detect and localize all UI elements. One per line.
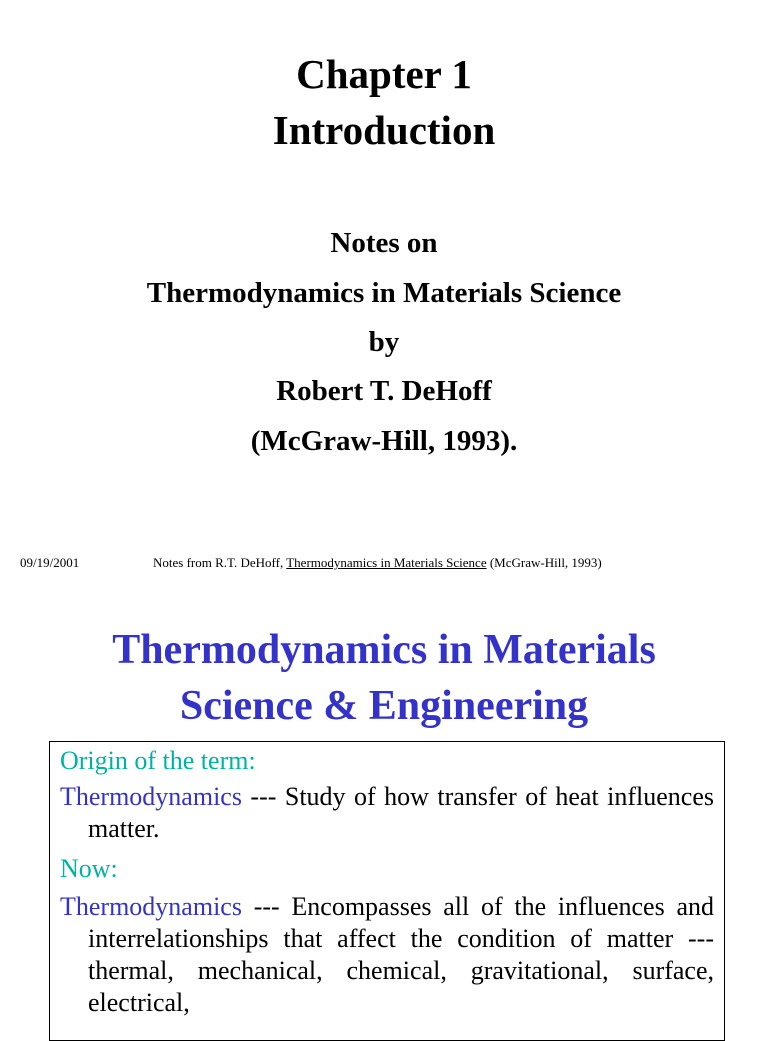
publisher-line: (McGraw-Hill, 1993).: [250, 425, 518, 457]
book-title-line: Thermodynamics in Materials Science: [146, 277, 622, 309]
footer-date: 09/19/2001: [20, 555, 80, 570]
now-term: Thermodynamics: [60, 892, 242, 921]
by-line: by: [368, 326, 400, 358]
now-text: --- Encompasses all of the influences and interrelationships that affect the condition of matter --- thermal, mechanical, chemical, gravitational, surface, electrical,: [88, 892, 714, 1017]
origin-heading: Origin of the term:: [60, 746, 256, 775]
footer-notes-prefix: Notes from R.T. DeHoff,: [153, 555, 287, 570]
slide2-title-line1: Thermodynamics in Materials: [112, 627, 656, 673]
origin-paragraph: [60, 781, 714, 845]
footer-citation: [153, 555, 602, 571]
footer-book-title: Thermodynamics in Materials Science: [286, 555, 487, 570]
introduction-title: Introduction: [272, 107, 496, 153]
now-heading: Now:: [60, 854, 118, 883]
now-paragraph: [60, 891, 714, 1019]
origin-text: --- Study of how transfer of heat influences matter.: [88, 782, 714, 843]
chapter-title: Chapter 1: [296, 51, 472, 97]
slide2-title-line2: Science & Engineering: [179, 683, 589, 729]
content-box: [49, 741, 725, 1041]
origin-term: Thermodynamics: [60, 782, 242, 811]
author-line: Robert T. DeHoff: [276, 375, 492, 407]
notes-on-line: Notes on: [330, 227, 438, 259]
footer-notes-suffix: (McGraw-Hill, 1993): [486, 555, 602, 570]
